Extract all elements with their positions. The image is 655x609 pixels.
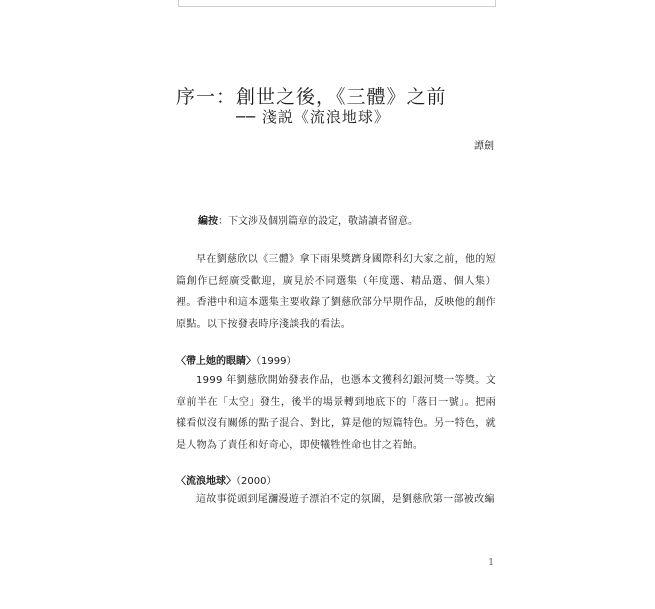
- intro-block: [176, 249, 496, 335]
- section-year: （1999）: [256, 356, 297, 367]
- editor-note-label: 編按: [198, 216, 218, 227]
- section-title: 〈流浪地球〉: [176, 476, 236, 487]
- author-name: 譚劍: [474, 141, 494, 152]
- section-year: （2000）: [236, 476, 277, 487]
- section-title: 〈帶上她的眼睛〉: [176, 356, 256, 367]
- page-number: 1: [488, 558, 494, 568]
- section-heading-2: [176, 472, 276, 487]
- section-heading-1: [176, 352, 296, 367]
- section-paragraph: 1999 年劉慈欣開始發表作品，也憑本文獲科幻銀河獎一等獎。文章前半在「太空」發生，後半的場景轉到地底下的「落日一號」。把兩樣看似沒有關係的點子混合、對比，算是他的短篇特色。另一特色，就是人物為了責任和好奇心，即使犧牲性命也甘之若飴。: [176, 375, 496, 451]
- page-subtitle: ── 淺説《流浪地球》: [236, 108, 390, 126]
- editor-note: [198, 212, 418, 227]
- intro-paragraph: 早在劉慈欣以《三體》拿下雨果獎躋身國際科幻大家之前，他的短篇創作已經廣受歡迎，廣見於不同選集（年度選、精品選、個人集）裡。香港中和這本選集主要收錄了劉慈欣部分早期作品，反映他的創作原點。以下按發表時序淺談我的看法。: [176, 254, 496, 330]
- section-body-1: [176, 370, 496, 456]
- editor-note-text: ：下文涉及個別篇章的設定，敬請讀者留意。: [218, 216, 418, 227]
- page-title: 序一：創世之後，《三體》之前: [176, 86, 447, 108]
- section-paragraph: 這故事從頭到尾瀰漫遊子漂泊不定的氛圍，是劉慈欣第一部被改編: [196, 494, 495, 505]
- section-body-2: [176, 489, 496, 511]
- previous-page-edge: [178, 0, 496, 7]
